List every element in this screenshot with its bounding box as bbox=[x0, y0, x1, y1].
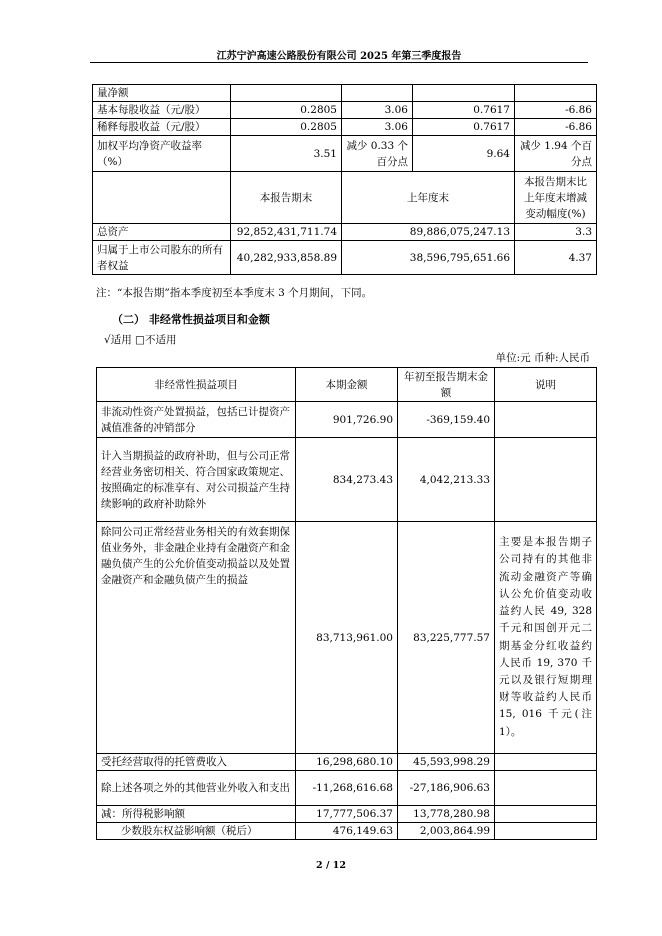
cell-description: 主要是本报告期子公司持有的其他非流动金融资产等确认公允价值变动收益约人民 49, 328 千元和国创开元二期基金分红收益约人民币 19, 370 千元以及银行短期理财等收益约人民币 15, 016 千元(注 1）。 bbox=[495, 522, 597, 754]
non-recurring-items-table bbox=[96, 367, 597, 840]
cell-value: 3.06 bbox=[342, 102, 413, 119]
table-row bbox=[97, 771, 597, 806]
column-header: 年初至报告期末金额 bbox=[398, 368, 495, 402]
row-label: 计入当期损益的政府补助，但与公司正常经营业务密切相关、符合国家政策规定、按照确定的标准享有、对公司损益产生持续影响的政府补助除外 bbox=[97, 438, 296, 522]
financial-indicators-table bbox=[92, 84, 597, 275]
cell-value: 减少 1.94 个百分点 bbox=[515, 136, 597, 172]
applicability-options: √适用 □不适用 bbox=[104, 334, 177, 346]
cell-value: -6.86 bbox=[515, 102, 597, 119]
cell-value: 38,596,795,651.66 bbox=[342, 241, 515, 275]
table-row bbox=[97, 806, 597, 823]
cell-description bbox=[495, 823, 597, 840]
cell-value: 89,886,075,247.13 bbox=[342, 224, 515, 241]
table-row bbox=[93, 119, 597, 136]
row-label: 除同公司正常经营业务相关的有效套期保值业务外，非金融企业持有金融资产和金融负债产生的公允价值变动损益以及处置金融资产和金融负债产生的损益 bbox=[97, 522, 296, 754]
cell-value: 9.64 bbox=[413, 136, 515, 172]
cell-description bbox=[495, 754, 597, 771]
row-label: 非流动性资产处置损益，包括已计提资产减值准备的冲销部分 bbox=[97, 402, 296, 438]
cell-description bbox=[495, 771, 597, 806]
cell-value: 17,777,506.37 bbox=[296, 806, 398, 823]
empty-cell bbox=[93, 172, 231, 224]
section-title: （二） 非经常性损益项目和金额 bbox=[112, 313, 270, 326]
cell-value bbox=[231, 85, 342, 102]
table-header-row bbox=[93, 172, 597, 224]
table-row bbox=[97, 402, 597, 438]
cell-value: 3.51 bbox=[231, 136, 342, 172]
cell-value: 4.37 bbox=[515, 241, 597, 275]
cell-value: 901,726.90 bbox=[296, 402, 398, 438]
cell-value: 13,778,280.98 bbox=[398, 806, 495, 823]
table-row bbox=[97, 438, 597, 522]
cell-description bbox=[495, 438, 597, 522]
column-header: 本报告期末 bbox=[231, 172, 342, 224]
cell-description bbox=[495, 402, 597, 438]
report-header: 江苏宁沪高速公路股份有限公司 2025 年第三季度报告 bbox=[216, 51, 462, 62]
table-row bbox=[93, 241, 597, 275]
row-label: 受托经营取得的托管费收入 bbox=[97, 754, 296, 771]
column-header: 非经常性损益项目 bbox=[97, 368, 296, 402]
cell-value: -27,186,906.63 bbox=[398, 771, 495, 806]
cell-value bbox=[515, 85, 597, 102]
cell-value: 834,273.43 bbox=[296, 438, 398, 522]
table-row bbox=[97, 754, 597, 771]
row-label: 减：所得税影响额 bbox=[97, 806, 296, 823]
table-row bbox=[93, 85, 597, 102]
cell-value: 3.06 bbox=[342, 119, 413, 136]
column-header: 本期金额 bbox=[296, 368, 398, 402]
table-row bbox=[93, 136, 597, 172]
footnote: 注：“本报告期”指本季度初至本季度末 3 个月期间，下同。 bbox=[96, 287, 373, 299]
row-label: 稀释每股收益（元/股） bbox=[93, 119, 231, 136]
column-header: 上年度末 bbox=[342, 172, 515, 224]
header-divider bbox=[90, 62, 588, 63]
cell-description bbox=[495, 806, 597, 823]
row-label: 量净额 bbox=[93, 85, 231, 102]
cell-value: -11,268,616.68 bbox=[296, 771, 398, 806]
row-label: 少数股东权益影响额（税后） bbox=[97, 823, 296, 840]
cell-value: 4,042,213.33 bbox=[398, 438, 495, 522]
page-number: 2 / 12 bbox=[316, 860, 346, 871]
table-row bbox=[97, 823, 597, 840]
cell-value: 83,713,961.00 bbox=[296, 522, 398, 754]
unit-label: 单位:元 币种:人民币 bbox=[495, 352, 590, 364]
cell-value: 92,852,431,711.74 bbox=[231, 224, 342, 241]
cell-value: 476,149.63 bbox=[296, 823, 398, 840]
cell-value: 45,593,998.29 bbox=[398, 754, 495, 771]
cell-value: 2,003,864.99 bbox=[398, 823, 495, 840]
cell-value bbox=[342, 85, 413, 102]
row-label: 除上述各项之外的其他营业外收入和支出 bbox=[97, 771, 296, 806]
table-header-row bbox=[97, 368, 597, 402]
cell-value bbox=[413, 85, 515, 102]
cell-value: 40,282,933,858.89 bbox=[231, 241, 342, 275]
cell-value: 16,298,680.10 bbox=[296, 754, 398, 771]
cell-value: 0.2805 bbox=[231, 119, 342, 136]
cell-value: 3.3 bbox=[515, 224, 597, 241]
row-label: 加权平均净资产收益率（%） bbox=[93, 136, 231, 172]
row-label: 归属于上市公司股东的所有者权益 bbox=[93, 241, 231, 275]
table-row bbox=[93, 224, 597, 241]
cell-value: 0.7617 bbox=[413, 119, 515, 136]
cell-value: 减少 0.33 个百分点 bbox=[342, 136, 413, 172]
table-row bbox=[93, 102, 597, 119]
cell-value: -6.86 bbox=[515, 119, 597, 136]
cell-value: -369,159.40 bbox=[398, 402, 495, 438]
cell-value: 0.2805 bbox=[231, 102, 342, 119]
row-label: 基本每股收益（元/股） bbox=[93, 102, 231, 119]
table-row bbox=[97, 522, 597, 754]
column-header: 本报告期末比上年度末增减变动幅度(%) bbox=[515, 172, 597, 224]
cell-value: 83,225,777.57 bbox=[398, 522, 495, 754]
column-header: 说明 bbox=[495, 368, 597, 402]
cell-value: 0.7617 bbox=[413, 102, 515, 119]
row-label: 总资产 bbox=[93, 224, 231, 241]
